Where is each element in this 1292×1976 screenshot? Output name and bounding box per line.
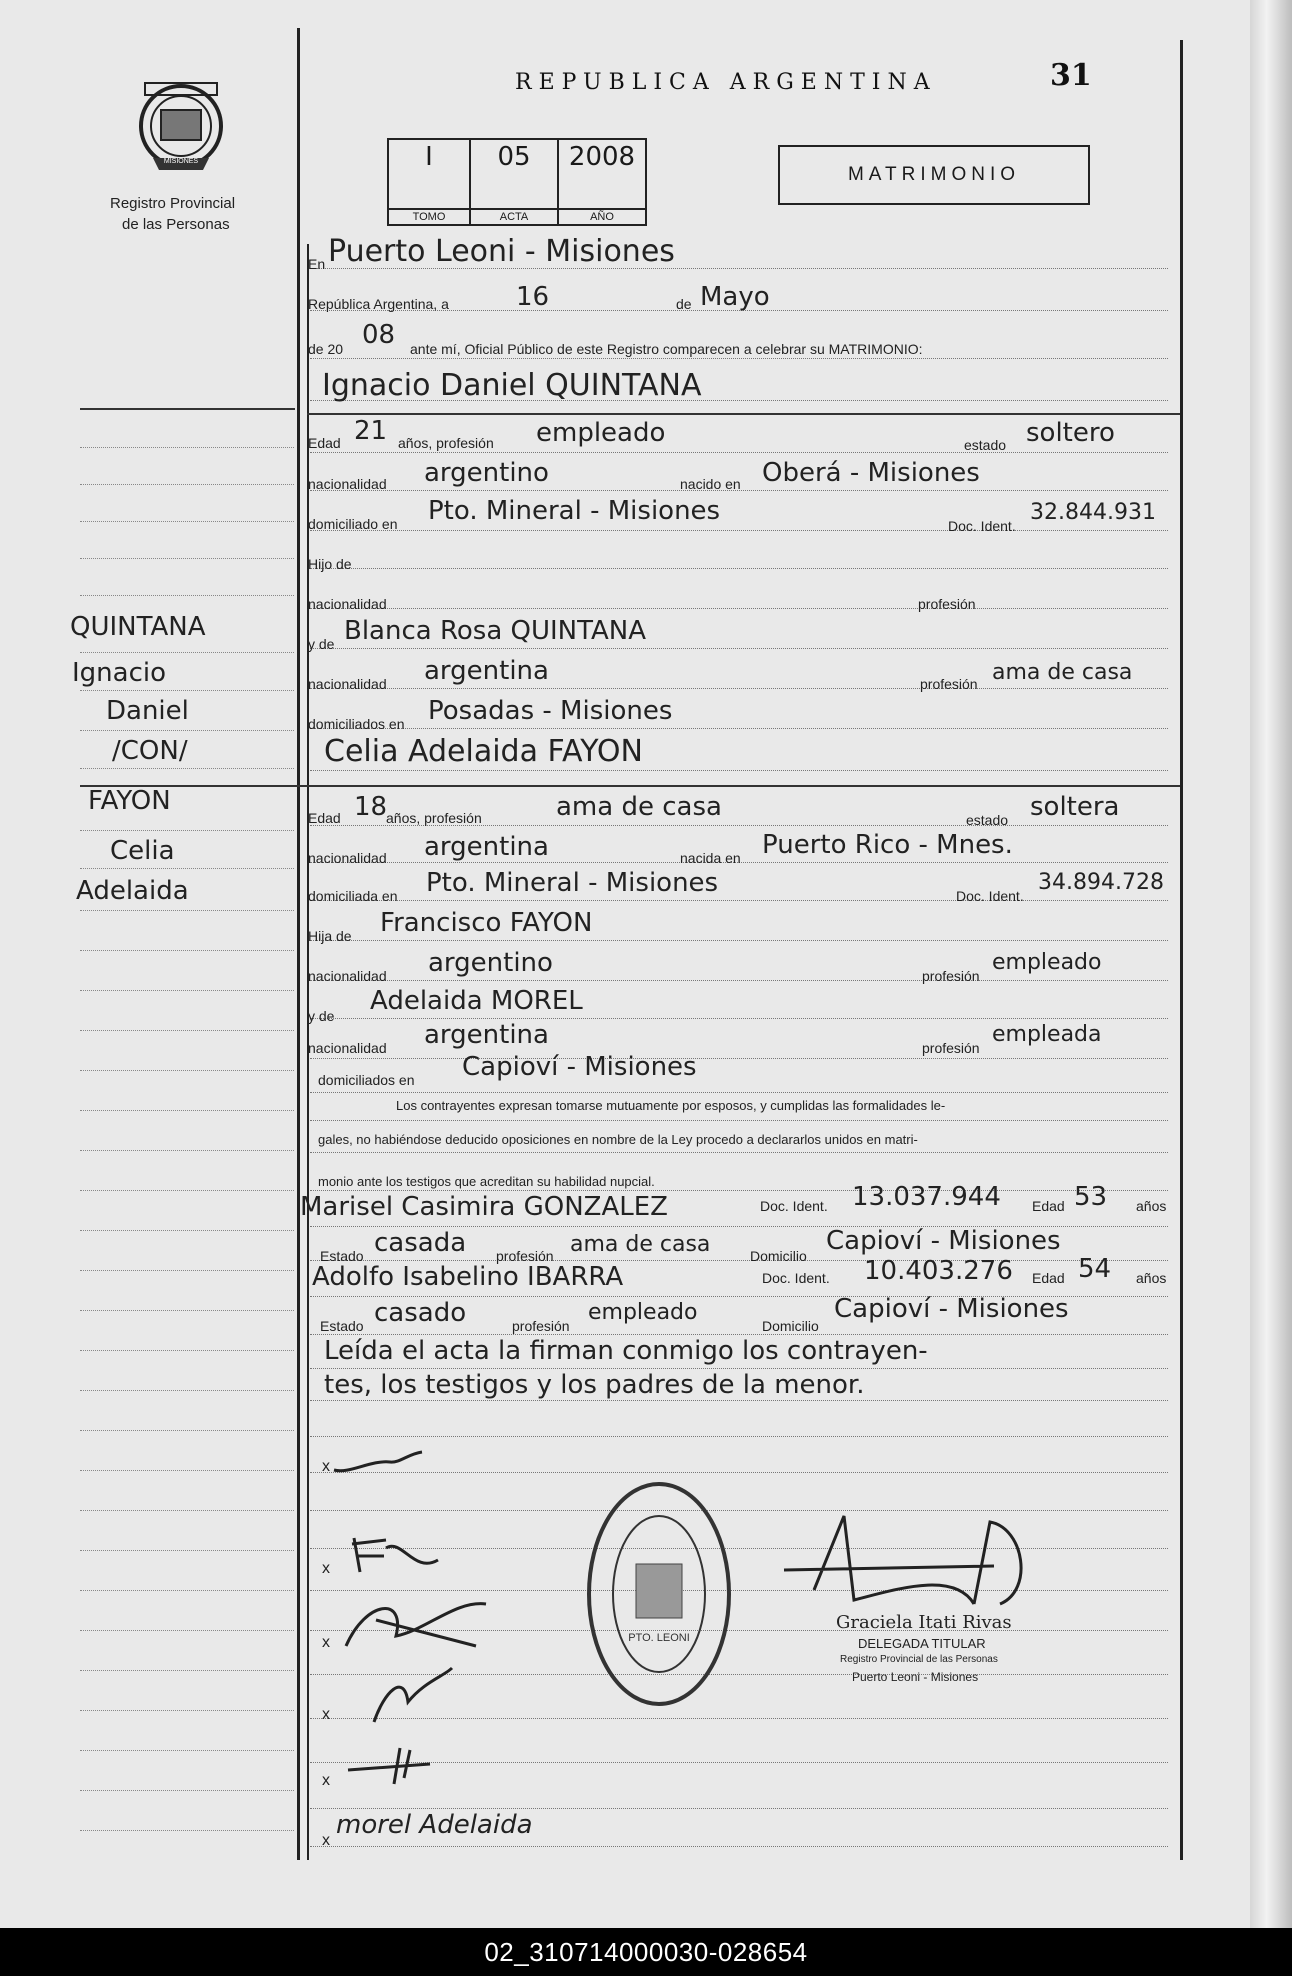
groom-nacionalidad: argentino [424,458,549,488]
form-rule [310,1436,1168,1437]
witness1-estado-label: Estado [320,1248,364,1264]
signature-mark: x [322,1458,330,1475]
place: Puerto Leoni - Misiones [328,234,675,269]
bride-edad: 18 [354,792,388,822]
officer-office: Registro Provincial de las Personas [840,1654,998,1665]
margin-rule [80,484,294,485]
bride-father-nacionalidad: argentino [428,948,553,978]
margin-rule [80,558,294,559]
bride-nacida: Puerto Rico - Mnes. [762,830,1013,860]
margin-groom-first: Ignacio [72,658,167,688]
bride-hija-label: Hija de [308,928,352,944]
acta-cell [471,140,559,224]
margin-rule [80,1190,294,1191]
bride-profesion: ama de casa [556,792,722,822]
officer-name: Graciela Itati Rivas [836,1612,1012,1633]
witness2-domicilio-label: Domicilio [762,1318,819,1334]
groom-edad: 21 [354,416,388,446]
month: Mayo [700,282,770,312]
bride-domiciliada-label: domiciliada en [308,888,398,904]
bride-estado: soltera [1030,792,1120,822]
margin-bride-first: Celia [110,836,175,866]
witness2-doc-label: Doc. Ident. [762,1270,830,1286]
groom-name: Ignacio Daniel QUINTANA [322,368,702,403]
ano-cell [559,140,645,224]
declaration-line-3: monio ante los testigos que acreditan su habilidad nupcial. [318,1174,655,1189]
witness1-domicilio-label: Domicilio [750,1248,807,1264]
officer-title: DELEGADA TITULAR [858,1636,986,1651]
signature-2 [346,1530,456,1580]
witness1-name: Marisel Casimira GONZALEZ [300,1192,668,1222]
year-prefix: de 20 [308,341,344,357]
groom-father-profesion-label: profesión [918,596,976,612]
form-rule [310,452,1168,453]
form-rule [310,1334,1168,1335]
country-title: REPUBLICA ARGENTINA [515,70,937,95]
bride-father-profesion-label: profesión [922,968,980,984]
ano-label: AÑO [559,208,645,224]
margin-rule [80,1230,294,1231]
witness2-name: Adolfo Isabelino IBARRA [312,1262,624,1292]
groom-parents-domiciliados-label: domiciliados en [308,716,405,732]
margin-rule [80,1630,294,1631]
groom-separator [307,413,1180,415]
margin-rule [80,1750,294,1751]
day: 16 [516,282,550,312]
signature-3 [336,1590,516,1660]
form-rule [310,1368,1168,1369]
margin-rule [80,1510,294,1511]
form-rule [310,358,1168,359]
witness2-anos-label: años [1136,1270,1167,1286]
margin-bride-middle: Adelaida [76,876,189,906]
tomo-label: TOMO [389,208,469,224]
year-suffix: 08 [362,320,396,350]
ano-value: 2008 [568,142,636,172]
bride-mother-nacionalidad: argentina [424,1020,549,1050]
form-rule [310,770,1168,771]
groom-parents-domicilio: Posadas - Misiones [428,696,673,726]
groom-nacido-label: nacido en [680,476,741,492]
form-rule [310,530,1168,531]
groom-edad-label: Edad [308,435,341,451]
margin-rule [80,730,294,731]
document-type-box [778,145,1090,205]
bride-father: Francisco FAYON [380,908,593,938]
margin-rule [80,1710,294,1711]
officer-location: Puerto Leoni - Misiones [852,1670,979,1684]
margin-rule [80,1350,294,1351]
groom-domicilio: Pto. Mineral - Misiones [428,496,721,526]
groom-y-de-label: y de [308,636,335,652]
page-edge [1250,0,1292,1928]
margin-rule [80,1310,294,1311]
witness1-profesion: ama de casa [570,1232,711,1257]
margin-rule [80,1070,294,1071]
groom-hijo-label: Hijo de [308,556,352,572]
declaration-line-1: Los contrayentes expresan tomarse mutuamente por esposos, y cumplidas las formalidades le- [396,1098,946,1113]
witness1-edad-label: Edad [1032,1198,1065,1214]
form-rule [310,1058,1168,1059]
margin-rule [80,1150,294,1151]
margin-bride-surname: FAYON [88,786,171,816]
signature-mark: x [322,1634,330,1651]
form-rule [310,728,1168,729]
registry-name-line2: de las Personas [122,216,230,233]
bride-nacionalidad-label: nacionalidad [308,850,387,866]
bride-parents-domicilio: Capioví - Misiones [462,1052,697,1082]
right-frame-line [1180,40,1183,1860]
declaration-line-2: gales, no habiéndose deducido oposiciones en nombre de la Ley procedo a declararlos unidos en matri- [318,1132,918,1147]
bride-parents-domiciliados-label: domiciliados en [318,1072,415,1088]
margin-rule [80,910,294,911]
margin-rule [80,1670,294,1671]
margin-rule [80,447,294,448]
witness2-estado-label: Estado [320,1318,364,1334]
bride-edad-label: Edad [308,810,341,826]
act-number-box [387,138,647,226]
margin-rule [80,868,294,869]
de-label: de [676,296,692,312]
margin-groom-surname: QUINTANA [70,612,206,642]
closing-line-2: tes, los testigos y los padres de la menor. [324,1370,865,1400]
emblem-text: MISIONES [163,158,199,165]
image-id-footer: 02_310714000030-028654 [0,1928,1292,1976]
tomo-cell [389,140,471,224]
tomo-value: I [425,142,433,172]
seal-inner-text: PTO. LEONI [628,1632,690,1644]
form-rule [310,1092,1168,1093]
groom-doc-label: Doc. Ident. [948,518,1016,534]
form-rule [310,1152,1168,1153]
bride-estado-label: estado [966,812,1009,828]
margin-rule [80,768,294,769]
margin-rule [80,521,294,522]
margin-rule [80,830,294,831]
bride-name: Celia Adelaida FAYON [324,734,643,769]
margin-rule [80,1110,294,1111]
margin-rule [80,1590,294,1591]
form-rule [310,648,1168,649]
groom-mother-nacionalidad-label: nacionalidad [308,676,387,692]
witness2-estado: casado [374,1298,467,1328]
margin-rule [80,1390,294,1391]
closing-line-1: Leída el acta la firman conmigo los contrayen- [324,1336,928,1366]
left-frame-line [297,28,300,1860]
form-rule [310,1808,1168,1809]
signature-mark: x [322,1560,330,1577]
margin-rule [80,1270,294,1271]
margin-rule [80,1030,294,1031]
witness1-anos-label: años [1136,1198,1167,1214]
groom-father-nacionalidad-label: nacionalidad [308,596,387,612]
margin-rule [80,690,294,691]
groom-profesion: empleado [536,418,666,448]
margin-rule [80,990,294,991]
form-rule [310,1400,1168,1401]
signature-5 [340,1740,440,1790]
bride-separator [80,785,1180,787]
margin-rule [80,1830,294,1831]
signature-mark: x [322,1706,330,1723]
margin-rule [80,1470,294,1471]
margin-groom-middle: Daniel [106,696,189,726]
margin-rule [80,652,294,653]
bride-father-profesion: empleado [992,950,1102,975]
form-rule [310,1846,1168,1847]
groom-nacido: Oberá - Misiones [762,458,980,488]
witness1-edad: 53 [1074,1182,1108,1212]
signature-4 [364,1662,464,1732]
margin-rule [80,595,294,596]
form-rule [310,1190,1168,1191]
groom-estado: soltero [1026,418,1115,448]
bride-mother-profesion: empleada [992,1022,1102,1047]
margin-rule [80,1790,294,1791]
bride-nacionalidad: argentina [424,832,549,862]
witness2-edad-label: Edad [1032,1270,1065,1286]
groom-nacionalidad-label: nacionalidad [308,476,387,492]
groom-profesion-label: años, profesión [398,435,494,451]
en-label: En [308,256,326,272]
bride-father-nacionalidad-label: nacionalidad [308,968,387,984]
signature-1 [330,1440,440,1480]
groom-domiciliado-label: domiciliado en [308,516,398,532]
witness2-edad: 54 [1078,1254,1112,1284]
form-rule [310,568,1168,569]
bride-profesion-label: años, profesión [386,810,482,826]
republica-label: República Argentina, a [308,296,449,312]
bride-mother-nacionalidad-label: nacionalidad [308,1040,387,1056]
groom-estado-label: estado [964,437,1007,453]
groom-mother-profesion: ama de casa [992,660,1133,685]
form-rule [310,1120,1168,1121]
folio-number: 31 [1050,58,1092,93]
groom-mother-nacionalidad: argentina [424,656,549,686]
form-rule [310,1018,1168,1019]
witness1-domicilio: Capioví - Misiones [826,1226,1061,1256]
witness2-doc: 10.403.276 [864,1256,1013,1286]
groom-mother: Blanca Rosa QUINTANA [344,616,647,646]
bride-y-de-label: y de [308,1008,335,1024]
witness1-doc-label: Doc. Ident. [760,1198,828,1214]
witness2-profesion: empleado [588,1300,698,1325]
witness2-profesion-label: profesión [512,1318,570,1334]
registry-emblem [133,78,229,178]
margin-con: /CON/ [112,736,188,766]
form-rule [310,688,1168,689]
witness1-profesion-label: profesión [496,1248,554,1264]
document-type: MATRIMONIO [847,164,1021,185]
bride-doc-label: Doc. Ident. [956,888,1024,904]
form-rule [310,608,1168,609]
official-seal [586,1480,732,1708]
bride-mother-profesion-label: profesión [922,1040,980,1056]
witness2-domicilio: Capioví - Misiones [834,1294,1069,1324]
signature-mark: x [322,1832,330,1849]
intro-text: ante mí, Oficial Público de este Registro comparecen a celebrar su MATRIMONIO: [410,341,923,357]
form-rule [310,980,1168,981]
groom-mother-profesion-label: profesión [920,676,978,692]
groom-doc: 32.844.931 [1030,500,1156,525]
form-rule [310,940,1168,941]
bride-doc: 34.894.728 [1038,870,1164,895]
witness1-estado: casada [374,1228,467,1258]
margin-separator-top [80,408,295,410]
margin-rule [80,1430,294,1431]
acta-value: 05 [497,142,531,172]
bride-nacida-label: nacida en [680,850,741,866]
witness1-doc: 13.037.944 [852,1182,1001,1212]
signature-mark: x [322,1772,330,1789]
bride-domicilio: Pto. Mineral - Misiones [426,868,719,898]
registry-name-line1: Registro Provincial [110,195,236,212]
signature-6-text: morel Adelaida [336,1810,533,1840]
acta-label: ACTA [471,208,557,224]
margin-rule [80,950,294,951]
bride-mother: Adelaida MOREL [370,986,583,1016]
form-rule [310,900,1168,901]
form-rule [310,1260,1168,1261]
margin-rule [80,1550,294,1551]
